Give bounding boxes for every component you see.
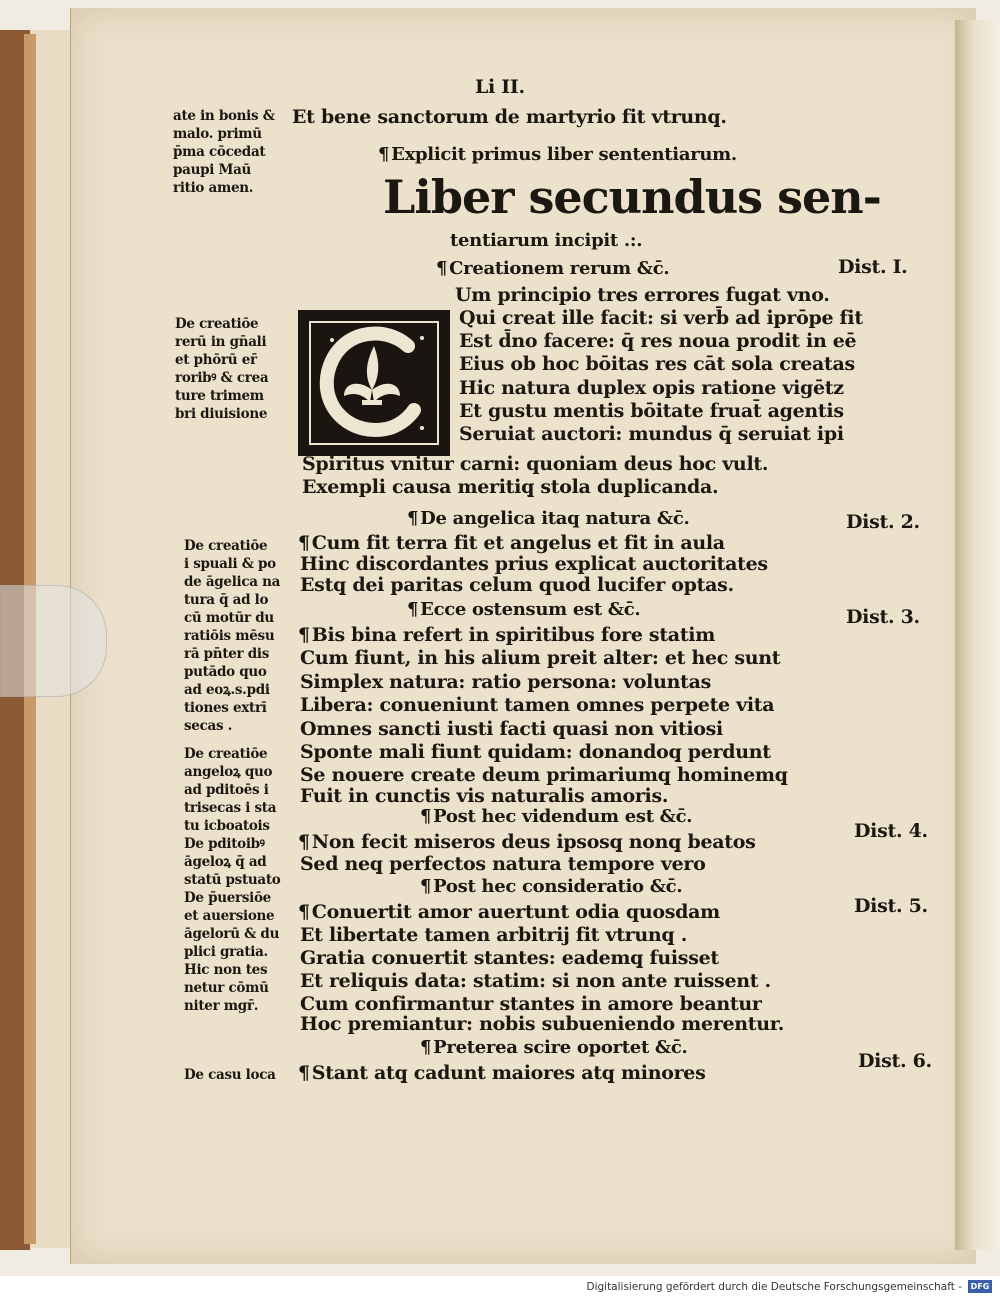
text-line: Cum confirmantur stantes in amore beantur: [300, 993, 762, 1015]
page-gutter: [955, 20, 1000, 1250]
text-line: Omnes sancti iusti facti quasi non vitiosi: [300, 718, 723, 740]
text-line: Eius ob hoc bōitas res cāt sola creatas: [459, 353, 855, 375]
distinction-label: Dist. 4.: [854, 820, 928, 842]
paragraph-mark-icon: ¶: [298, 901, 310, 923]
paragraph-mark-icon: ¶: [378, 144, 390, 165]
text-line: Hinc discordantes prius explicat auctoritates: [300, 553, 768, 575]
text-line: Cum fiunt, in his alium preit alter: et hec sunt: [300, 647, 781, 669]
distinction-label: Dist. 6.: [858, 1050, 932, 1072]
book-title: Liber secundus sen-: [383, 170, 881, 224]
text-line: Se nouere create deum primariumq̧ hominemq̧: [300, 764, 788, 786]
distinction-label: Dist. 3.: [846, 606, 920, 628]
text-line: Exempli causa meritiq̧ stola duplicanda.: [302, 476, 719, 498]
text-line: Et reliquis data: statim: si non ante ruissent .: [300, 970, 771, 992]
paragraph-mark-icon: ¶: [420, 876, 432, 897]
section-heading: ¶ Preterea scire oportet &c̄.: [420, 1037, 688, 1058]
distinction-label: Dist. I.: [838, 256, 908, 278]
text-line: ¶ Bis bina refert in spiritibus fore statim: [298, 624, 716, 646]
text-line: ¶ Non fecit miseros deus ipsosq̧ nonq̧ beatos: [298, 831, 756, 853]
margin-note: De creatiōe angeloꝝ quo ad pditoēs i trisecas i sta tu icboatois De pditoibꝰ āgeloꝝ q̄ ad statū pstuato De p̄uersiōe et auersione āgelorū & du plici gratia. Hic non tes netur cōmū niter mgr̄.: [184, 746, 281, 1014]
text-line: Gratia conuertit stantes: eademq̧ fuisset: [300, 947, 719, 969]
fleur-de-lis-icon: [304, 316, 444, 450]
paragraph-mark-icon: ¶: [298, 624, 310, 646]
text-line: Et libertate tamen arbitrij fit vtrunq̧ .: [300, 924, 688, 946]
text-line: ¶ Cum fit terra fit et angelus et fit in aula: [298, 532, 725, 554]
section-heading: ¶ Post hec videndum est &c̄.: [420, 806, 693, 827]
explicit-line: ¶ Explicit primus liber sententiarum.: [378, 144, 737, 165]
text-line: Fuit in cunctis vis naturalis amoris.: [300, 785, 669, 807]
distinction-label: Dist. 5.: [854, 895, 928, 917]
margin-note: De casu loca: [184, 1067, 276, 1083]
text-line: Estq̧ dei paritas celum quod lucifer optas.: [300, 574, 734, 596]
paragraph-mark-icon: ¶: [407, 508, 419, 529]
footer-credit: Digitalisierung gefördert durch die Deutsche Forschungsgemeinschaft -: [586, 1281, 962, 1293]
text-line: Sed neq̧ perfectos natura tempore vero: [300, 853, 706, 875]
paragraph-mark-icon: ¶: [298, 831, 310, 853]
paragraph-mark-icon: ¶: [436, 258, 448, 279]
folio-number: Li II.: [475, 76, 525, 98]
paragraph-mark-icon: ¶: [407, 599, 419, 620]
margin-note: De creatiōe rerū in gn̄ali et phōrū er̄ roribꝰ & crea ture trimem bri diuisione: [175, 316, 269, 422]
margin-note: De creatiōe i spuali & po de āgelica na tura q̄ ad lo cū motūr du ratiōis mēsu rā pn̄ter dis putādo quo ad eoꝝ.s.pdi tiones extrī secas .: [184, 538, 281, 734]
section-heading: ¶ Post hec consideratio &c̄.: [420, 876, 683, 897]
paragraph-mark-icon: ¶: [420, 1037, 432, 1058]
section-heading: ¶ De angelica itaq̧ natura &c̄.: [407, 508, 690, 529]
text-line: Et gustu mentis bōitate fruat̄ agentis: [459, 400, 844, 422]
dfg-logo: DFG: [968, 1280, 992, 1293]
paragraph-mark-icon: ¶: [298, 532, 310, 554]
paragraph-mark-icon: ¶: [420, 806, 432, 827]
distinction-label: Dist. 2.: [846, 511, 920, 533]
text-line: Hoc premiantur: nobis subueniendo merentur.: [300, 1013, 785, 1035]
section-heading: ¶ Creationem rerum &c̄.: [436, 258, 670, 279]
book-title-continued: tentiarum incipit .:.: [450, 230, 643, 251]
text-line: Et bene sanctorum de martyrio fit vtrunq̧.: [292, 106, 727, 128]
text-line: Est d̄no facere: q̄ res noua prodit in eē: [459, 330, 857, 352]
text-line: Libera: conueniunt tamen omnes perpete vita: [300, 694, 775, 716]
section-heading: ¶ Ecce ostensum est &c̄.: [407, 599, 641, 620]
text-line: ¶ Conuertit amor auertunt odia quosdam: [298, 901, 720, 923]
text-line: Simplex natura: ratio persona: voluntas: [300, 671, 711, 693]
text-line: Qui creat ille facit: si verb̄ ad iprōpe fit: [459, 307, 863, 329]
text-line: ¶ Stant atq̧ cadunt maiores atq̧ minores: [298, 1062, 706, 1084]
page-clip: [0, 585, 107, 697]
margin-note: ate in bonis & malo. primū p̄ma cōcedat paupi Maū ritio amen.: [173, 108, 275, 196]
text-line: Hic natura duplex opis ratione vigētz: [459, 377, 844, 399]
text-line: Seruiat auctori: mundus q̄ seruiat ipi: [459, 423, 844, 445]
text-line: Um principio tres errores fugat vno.: [455, 284, 830, 306]
paragraph-mark-icon: ¶: [298, 1062, 310, 1084]
text-line: Sponte mali fiunt quidam: donandoq̧ perdunt: [300, 741, 771, 763]
text-line: Spiritus vnitur carni: quoniam deus hoc vult.: [302, 453, 769, 475]
decorated-initial: [298, 310, 450, 456]
